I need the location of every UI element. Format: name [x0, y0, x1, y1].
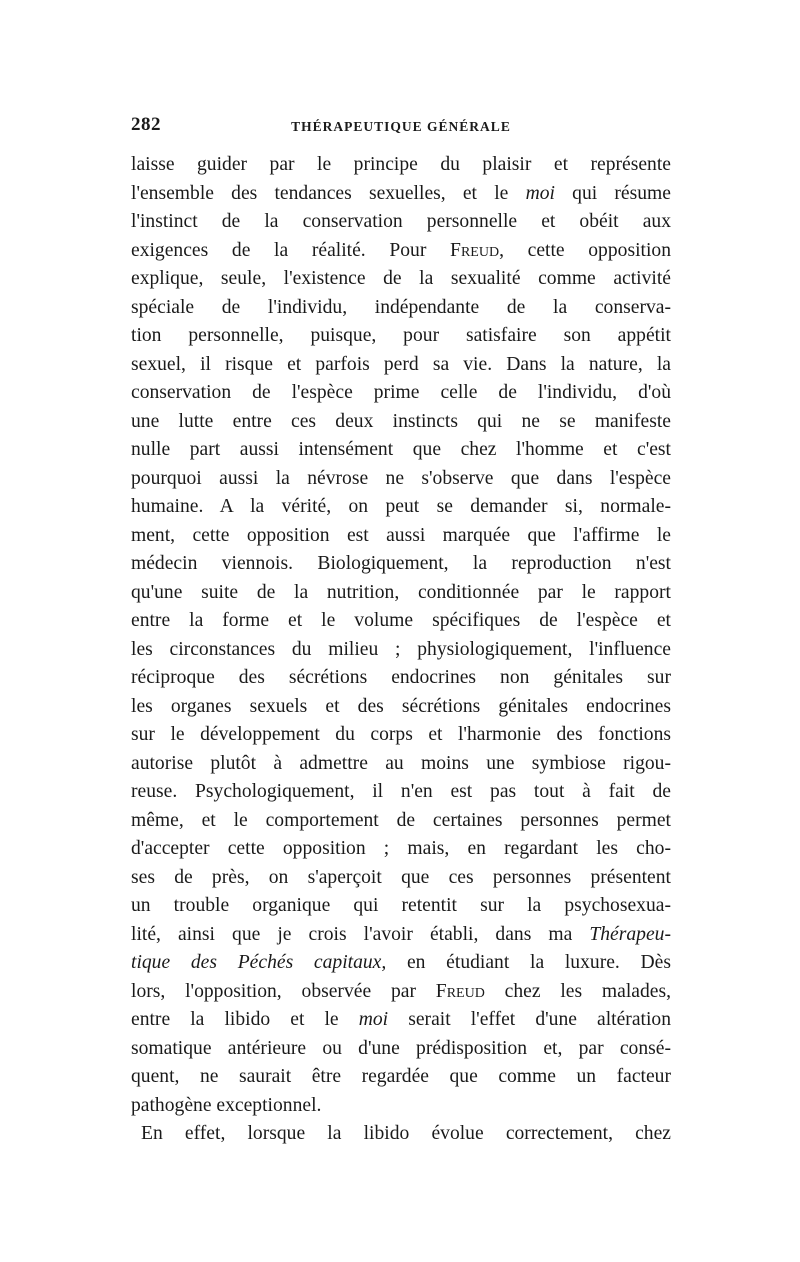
text-segment: qui résume: [572, 182, 671, 204]
text-segment: lors, l'opposition, observée par: [131, 980, 416, 1002]
text-segment: les organes sexuels et des sécrétions génitales endocrines: [131, 695, 671, 717]
text-segment: les circonstances du milieu ; physiologiquement, l'influence: [131, 638, 671, 660]
italic-title: Thérapeu-: [589, 923, 671, 945]
text-segment: chez les malades,: [504, 980, 671, 1002]
running-title: THÉRAPEUTIQUE GÉNÉRALE: [291, 119, 511, 134]
text-segment: serait l'effet d'une altération: [408, 1009, 672, 1030]
text-segment: en étudiant la luxure. Dès: [406, 952, 671, 973]
text-line: [131, 351, 671, 380]
text-segment: une lutte entre ces deux instincts qui ne se manifeste: [131, 410, 671, 432]
running-head: [131, 100, 671, 140]
text-segment: même, et le comportement de certaines personnes permet: [131, 809, 671, 831]
text-segment: entre la forme et le volume spécifiques de l'espèce et: [131, 610, 671, 631]
text-segment: ses de près, on s'aperçoit que ces personnes présentent: [131, 866, 671, 888]
text-line: [131, 807, 671, 836]
text-line: [131, 1006, 671, 1035]
text-line: [131, 493, 671, 522]
text-line: [131, 1035, 671, 1064]
italic-title: tique des Péchés capitaux,: [131, 952, 387, 973]
body-text: [131, 151, 671, 1149]
text-line: [131, 522, 671, 551]
text-segment: tion personnelle, puisque, pour satisfaire son appétit: [131, 325, 671, 346]
text-line: [131, 579, 671, 608]
text-segment: réciproque des sécrétions endocrines non génitales sur: [131, 667, 671, 688]
text-segment: pathogène exceptionnel.: [131, 1094, 322, 1116]
text-segment: d'accepter cette opposition ; mais, en regardant les cho-: [131, 838, 671, 859]
text-line: [131, 750, 671, 779]
text-segment: nulle part aussi intensément que chez l'homme et c'est: [131, 439, 671, 460]
text-segment: l'ensemble des tendances sexuelles, et le: [131, 182, 509, 204]
text-segment: lité, ainsi que je crois l'avoir établi, dans ma: [131, 923, 573, 945]
page-number: 282: [131, 114, 161, 135]
text-segment: humaine. A la vérité, on peut se demander si, normale-: [131, 496, 671, 517]
text-segment: laisse guider par le principe du plaisir et représente: [131, 154, 671, 175]
text-line: [131, 864, 671, 893]
text-segment: somatique antérieure ou d'une prédisposition et, par consé-: [131, 1037, 671, 1059]
text-line: [131, 664, 671, 693]
text-line: [131, 151, 671, 180]
text-segment: conservation de l'espèce prime celle de l'individu, d'où: [131, 382, 671, 403]
text-segment: médecin viennois. Biologiquement, la reproduction n'est: [131, 553, 671, 574]
text-segment: reuse. Psychologiquement, il n'en est pas tout à fait de: [131, 781, 671, 802]
text-line: [131, 721, 671, 750]
text-line: [131, 835, 671, 864]
text-segment: sur le développement du corps et l'harmonie des fonctions: [131, 724, 671, 745]
text-line: [131, 265, 671, 294]
text-line: [131, 237, 671, 266]
text-segment: pourquoi aussi la névrose ne s'observe que dans l'espèce: [131, 467, 671, 489]
text-line: [131, 180, 671, 209]
text-line: [131, 778, 671, 807]
text-segment: spéciale de l'individu, indépendante de la conserva-: [131, 296, 671, 318]
text-segment: qu'une suite de la nutrition, conditionnée par le rapport: [131, 581, 671, 603]
text-line: [131, 1063, 671, 1092]
text-line: [131, 408, 671, 437]
text-line: [131, 921, 671, 950]
text-segment: l'instinct de la conservation personnelle et obéit aux: [131, 211, 671, 232]
text-line: [131, 208, 671, 237]
text-line: [131, 892, 671, 921]
italic-term: moi: [358, 1009, 389, 1030]
text-line: [131, 1092, 671, 1121]
text-line: [131, 978, 671, 1007]
text-line: [131, 1120, 671, 1149]
text-segment: explique, seule, l'existence de la sexualité comme activité: [131, 268, 671, 289]
italic-term: moi: [525, 182, 555, 204]
text-line: [131, 465, 671, 494]
text-segment: autorise plutôt à admettre au moins une symbiose rigou-: [131, 752, 671, 774]
text-segment: En effet, lorsque la libido évolue correctement, chez: [141, 1123, 671, 1144]
text-line: [131, 322, 671, 351]
text-line: [131, 550, 671, 579]
text-line: [131, 949, 671, 978]
text-segment: quent, ne saurait être regardée que comme un facteur: [131, 1066, 671, 1087]
text-line: [131, 607, 671, 636]
author-name: Freud: [435, 980, 485, 1002]
text-line: [131, 379, 671, 408]
text-segment: exigences de la réalité. Pour: [131, 239, 427, 261]
book-page: [131, 100, 671, 1149]
text-segment: ment, cette opposition est aussi marquée que l'affirme le: [131, 524, 671, 546]
text-line: [131, 636, 671, 665]
text-line: [131, 294, 671, 323]
text-line: [131, 693, 671, 722]
text-segment: entre la libido et le: [131, 1009, 339, 1030]
text-line: [131, 436, 671, 465]
text-segment: un trouble organique qui retentit sur la psychosexua-: [131, 895, 671, 916]
text-segment: , cette opposition: [499, 239, 671, 261]
author-name: Freud: [450, 239, 500, 261]
text-segment: sexuel, il risque et parfois perd sa vie. Dans la nature, la: [131, 353, 671, 375]
